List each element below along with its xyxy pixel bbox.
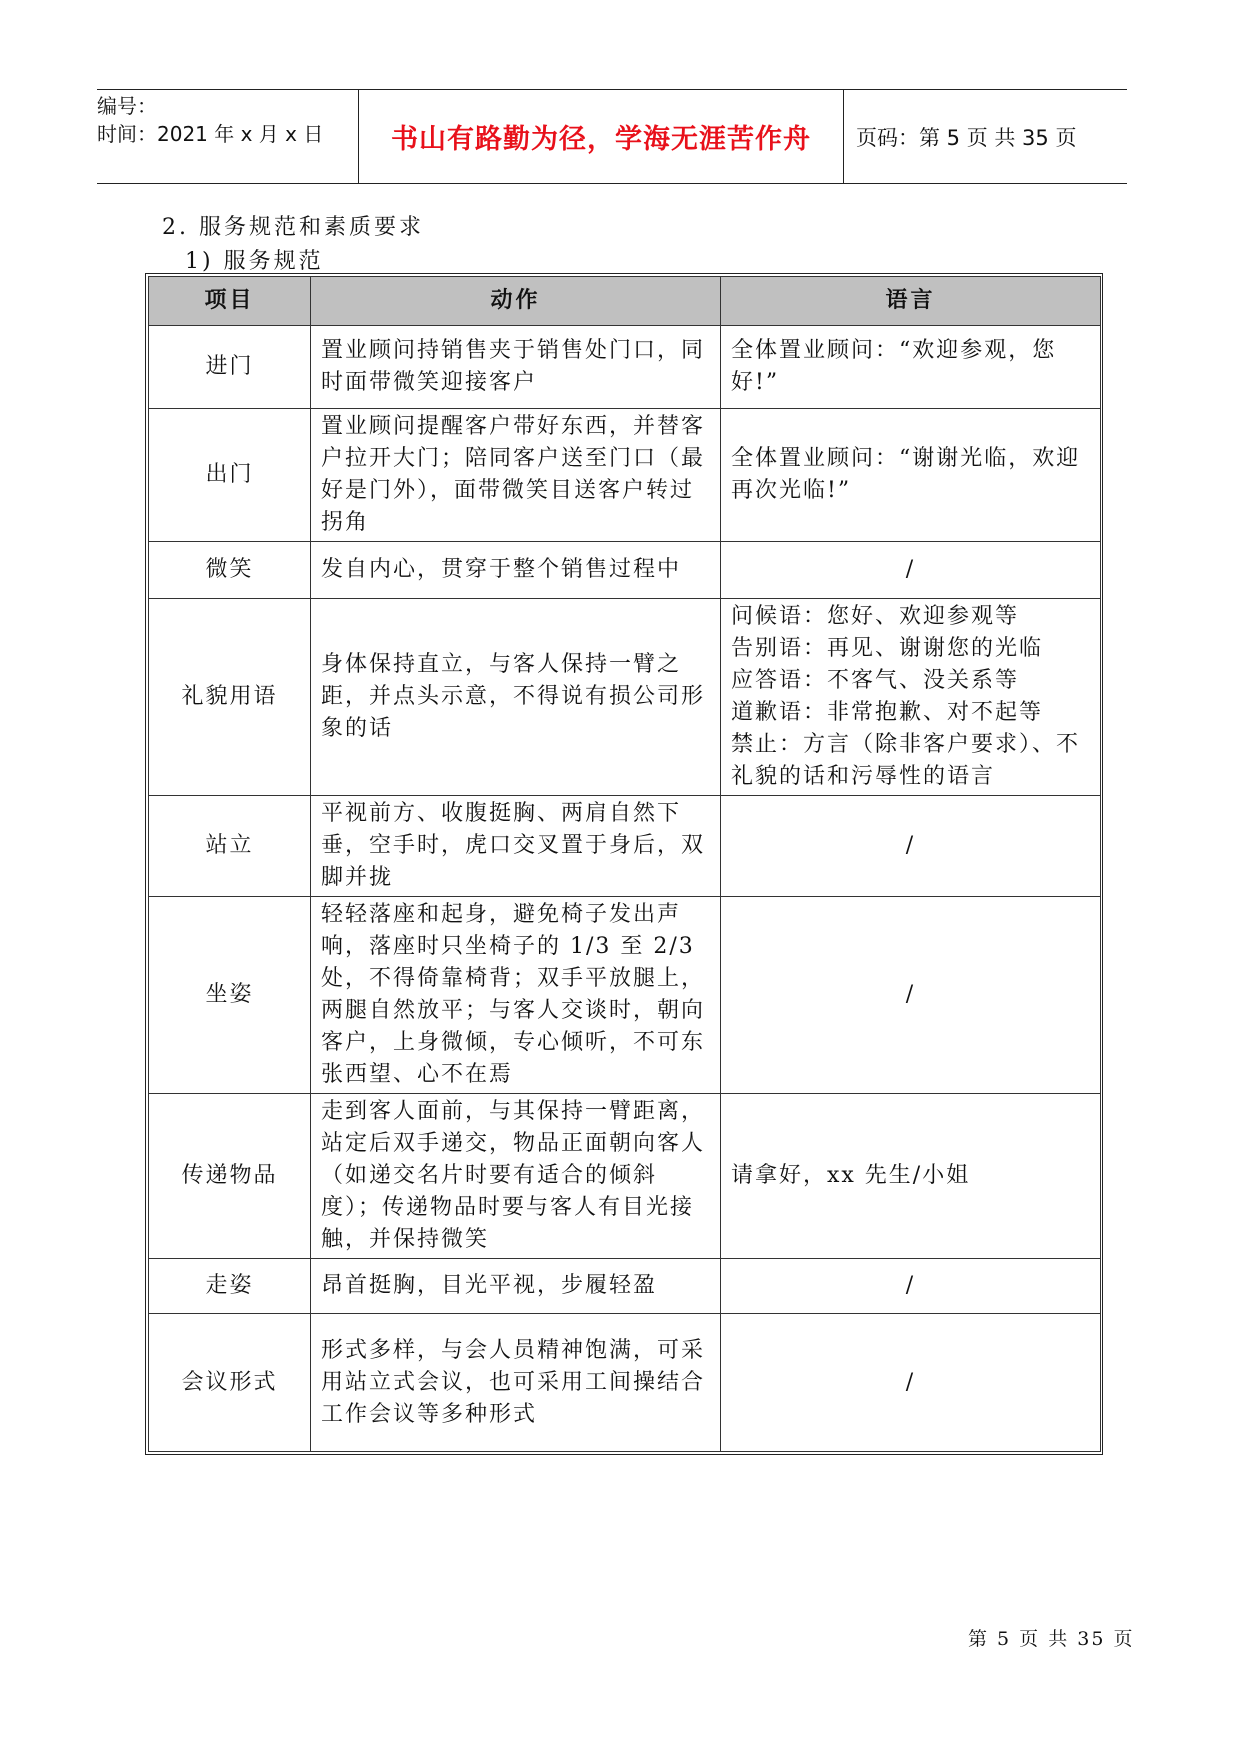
cell-item: 走姿 [149, 1259, 311, 1314]
cell-item: 站立 [149, 796, 311, 897]
table-row [149, 1314, 1101, 1452]
header-language: 语言 [721, 277, 1101, 326]
cell-language [721, 599, 1101, 796]
table-row [149, 542, 1101, 599]
cell-action: 置业顾问持销售夹于销售处门口，同时面带微笑迎接客户 [311, 326, 721, 409]
language-line: 禁止：方言（除非客户要求）、不礼貌的话和污辱性的语言 [731, 732, 1081, 789]
language-line: 告别语：再见、谢谢您的光临 [731, 636, 1044, 661]
cell-language [721, 1259, 1101, 1314]
table-header-row [149, 277, 1101, 326]
cell-action: 轻轻落座和起身，避免椅子发出声响，落座时只坐椅子的 1/3 至 2/3 处，不得倚靠椅背；双手平放腿上，两腿自然放平；与客人交谈时，朝向客户，上身微倾，专心倾听，不可东张西望、心不在焉 [311, 897, 721, 1094]
cell-item: 会议形式 [149, 1314, 311, 1452]
cell-item: 礼貌用语 [149, 599, 311, 796]
cell-language [721, 542, 1101, 599]
cell-language [721, 326, 1101, 409]
table-row [149, 409, 1101, 542]
header-action: 动作 [311, 277, 721, 326]
language-line: 全体置业顾问：“谢谢光临，欢迎再次光临!” [731, 446, 1081, 503]
cell-item: 坐姿 [149, 897, 311, 1094]
table-row [149, 599, 1101, 796]
cell-action: 置业顾问提醒客户带好东西，并替客户拉开大门；陪同客户送至门口（最好是门外），面带微笑目送客户转过拐角 [311, 409, 721, 542]
cell-language [721, 409, 1101, 542]
header-page-label: 页码：第 5 页 共 35 页 [856, 125, 1077, 150]
language-line: / [905, 982, 916, 1007]
cell-item: 进门 [149, 326, 311, 409]
number-label: 编号： [97, 94, 157, 118]
table-row [149, 1094, 1101, 1259]
section-title: 2. 服务规范和素质要求 [162, 215, 424, 240]
cell-action: 平视前方、收腹挺胸、两肩自然下垂，空手时，虎口交叉置于身后，双脚并拢 [311, 796, 721, 897]
time-label: 时间：2021 年 x 月 x 日 [97, 122, 324, 146]
table-row [149, 1259, 1101, 1314]
cell-language [721, 897, 1101, 1094]
language-line: 请拿好，xx 先生/小姐 [731, 1163, 971, 1188]
language-line: / [905, 1369, 916, 1395]
cell-language [721, 796, 1101, 897]
table-row [149, 326, 1101, 409]
cell-language [721, 1314, 1101, 1452]
language-line: 应答语：不客气、没关系等 [731, 668, 1020, 693]
cell-item: 出门 [149, 409, 311, 542]
language-line: 全体置业顾问：“欢迎参观，您好!” [731, 338, 1057, 395]
header-meta [97, 90, 359, 183]
document-header [97, 89, 1127, 184]
table-row [149, 796, 1101, 897]
cell-item: 微笑 [149, 542, 311, 599]
language-line: / [905, 557, 916, 582]
header-motto: 书山有路勤为径，学海无涯苦作舟 [359, 90, 844, 183]
language-line: / [905, 1273, 916, 1298]
subsection-title: 1) 服务规范 [185, 249, 324, 274]
language-line: 道歉语：非常抱歉、对不起等 [731, 700, 1044, 725]
cell-language [721, 1094, 1101, 1259]
cell-action: 形式多样，与会人员精神饱满，可采用站立式会议，也可采用工间操结合工作会议等多种形式 [311, 1314, 721, 1452]
language-line: 问候语：您好、欢迎参观等 [731, 604, 1020, 629]
language-line: / [905, 833, 916, 858]
cell-action: 走到客人面前，与其保持一臂距离，站定后双手递交，物品正面朝向客人（如递交名片时要有适合的倾斜度）；传递物品时要与客人有目光接触，并保持微笑 [311, 1094, 721, 1259]
cell-action: 发自内心，贯穿于整个销售过程中 [311, 542, 721, 599]
service-standards-table [148, 276, 1101, 1452]
cell-action: 昂首挺胸，目光平视，步履轻盈 [311, 1259, 721, 1314]
table-row [149, 897, 1101, 1094]
cell-action: 身体保持直立，与客人保持一臂之距，并点头示意，不得说有损公司形象的话 [311, 599, 721, 796]
table-body [149, 326, 1101, 1452]
cell-item: 传递物品 [149, 1094, 311, 1259]
service-standards-table-frame [145, 273, 1103, 1455]
page-footer: 第 5 页 共 35 页 [968, 1628, 1135, 1650]
header-item: 项目 [149, 277, 311, 326]
